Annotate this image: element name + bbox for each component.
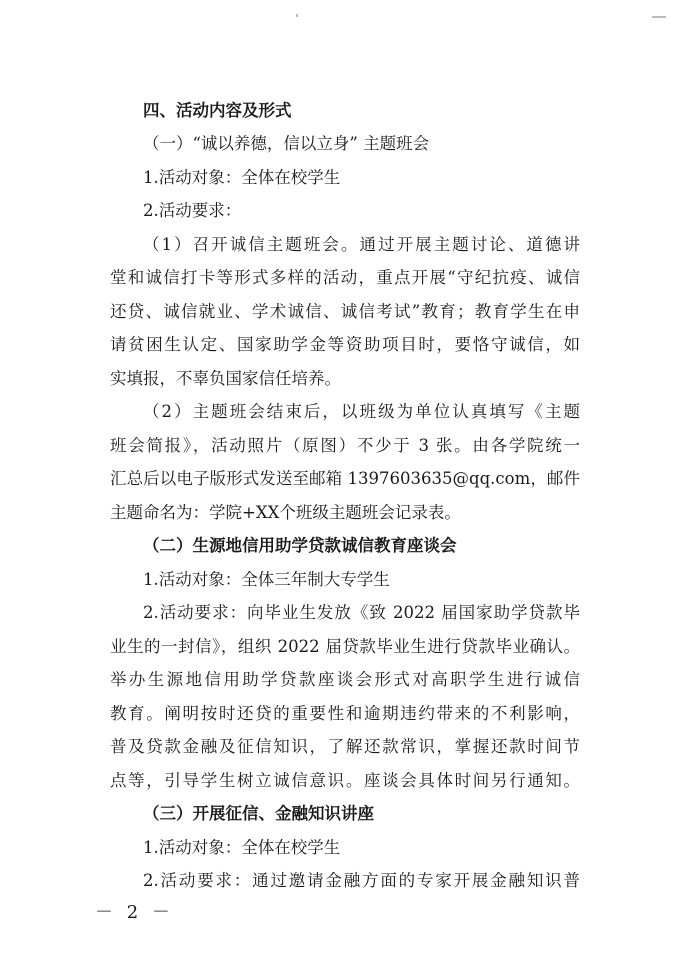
- text-line: 堂和诚信打卡等形式多样的活动，重点开展“守纪抗疫、诚信: [110, 268, 580, 288]
- text-line: 主题命名为：学院+XX个班级主题班会记录表。: [110, 502, 461, 522]
- text-line: 汇总后以电子版形式发送至邮箱 1397603635@qq.com，邮件: [110, 469, 580, 489]
- text-line: 普及贷款金融及征信知识，了解还款常识，掌握还款时间节: [110, 737, 580, 757]
- text-line: （1）召开诚信主题班会。通过开展主题讨论、道德讲: [143, 234, 580, 254]
- text-line: 还贷、诚信就业、学术诚信、诚信考试”教育；教育学生在申: [110, 301, 580, 321]
- text-line: 1.活动对象：全体三年制大专学生: [143, 569, 390, 589]
- text-line: 2.活动要求：: [143, 201, 242, 221]
- text-line: 四、活动内容及形式: [143, 101, 292, 120]
- scan-speck: [296, 14, 298, 17]
- text-line: 教育。阐明按时还贷的重要性和逾期违约带来的不利影响，: [110, 703, 580, 723]
- text-line: 实填报，不辜负国家信任培养。: [110, 368, 341, 388]
- text-line: 1.活动对象：全体在校学生: [143, 167, 341, 187]
- text-line: 班会简报》，活动照片（原图）不少于 3 张。由各学院统一: [110, 435, 580, 455]
- text-line: （一）“诚以养德，信以立身” 主题班会: [143, 134, 430, 154]
- text-line: 2.活动要求：通过邀请金融方面的专家开展金融知识普: [143, 871, 580, 891]
- text-line: （三）开展征信、金融知识讲座: [143, 804, 374, 824]
- text-line: 1.活动对象：全体在校学生: [143, 837, 341, 857]
- text-line: 点等，引导学生树立诚信意识。座谈会具体时间另行通知。: [110, 770, 580, 790]
- text-line: 举办生源地信用助学贷款座谈会形式对高职学生进行诚信: [110, 670, 580, 690]
- page-number: － 2 －: [95, 902, 174, 923]
- text-line: 2.活动要求：向毕业生发放《致 2022 届国家助学贷款毕: [143, 603, 580, 623]
- text-line: 请贫困生认定、国家助学金等资助项目时，要恪守诚信，如: [110, 335, 580, 355]
- text-line: （二）生源地信用助学贷款诚信教育座谈会: [143, 536, 457, 556]
- text-line: （2）主题班会结束后，以班级为单位认真填写《主题: [143, 402, 580, 422]
- scan-speck: [652, 16, 666, 18]
- text-line: 业生的一封信》，组织 2022 届贷款毕业生进行贷款毕业确认。: [110, 636, 580, 656]
